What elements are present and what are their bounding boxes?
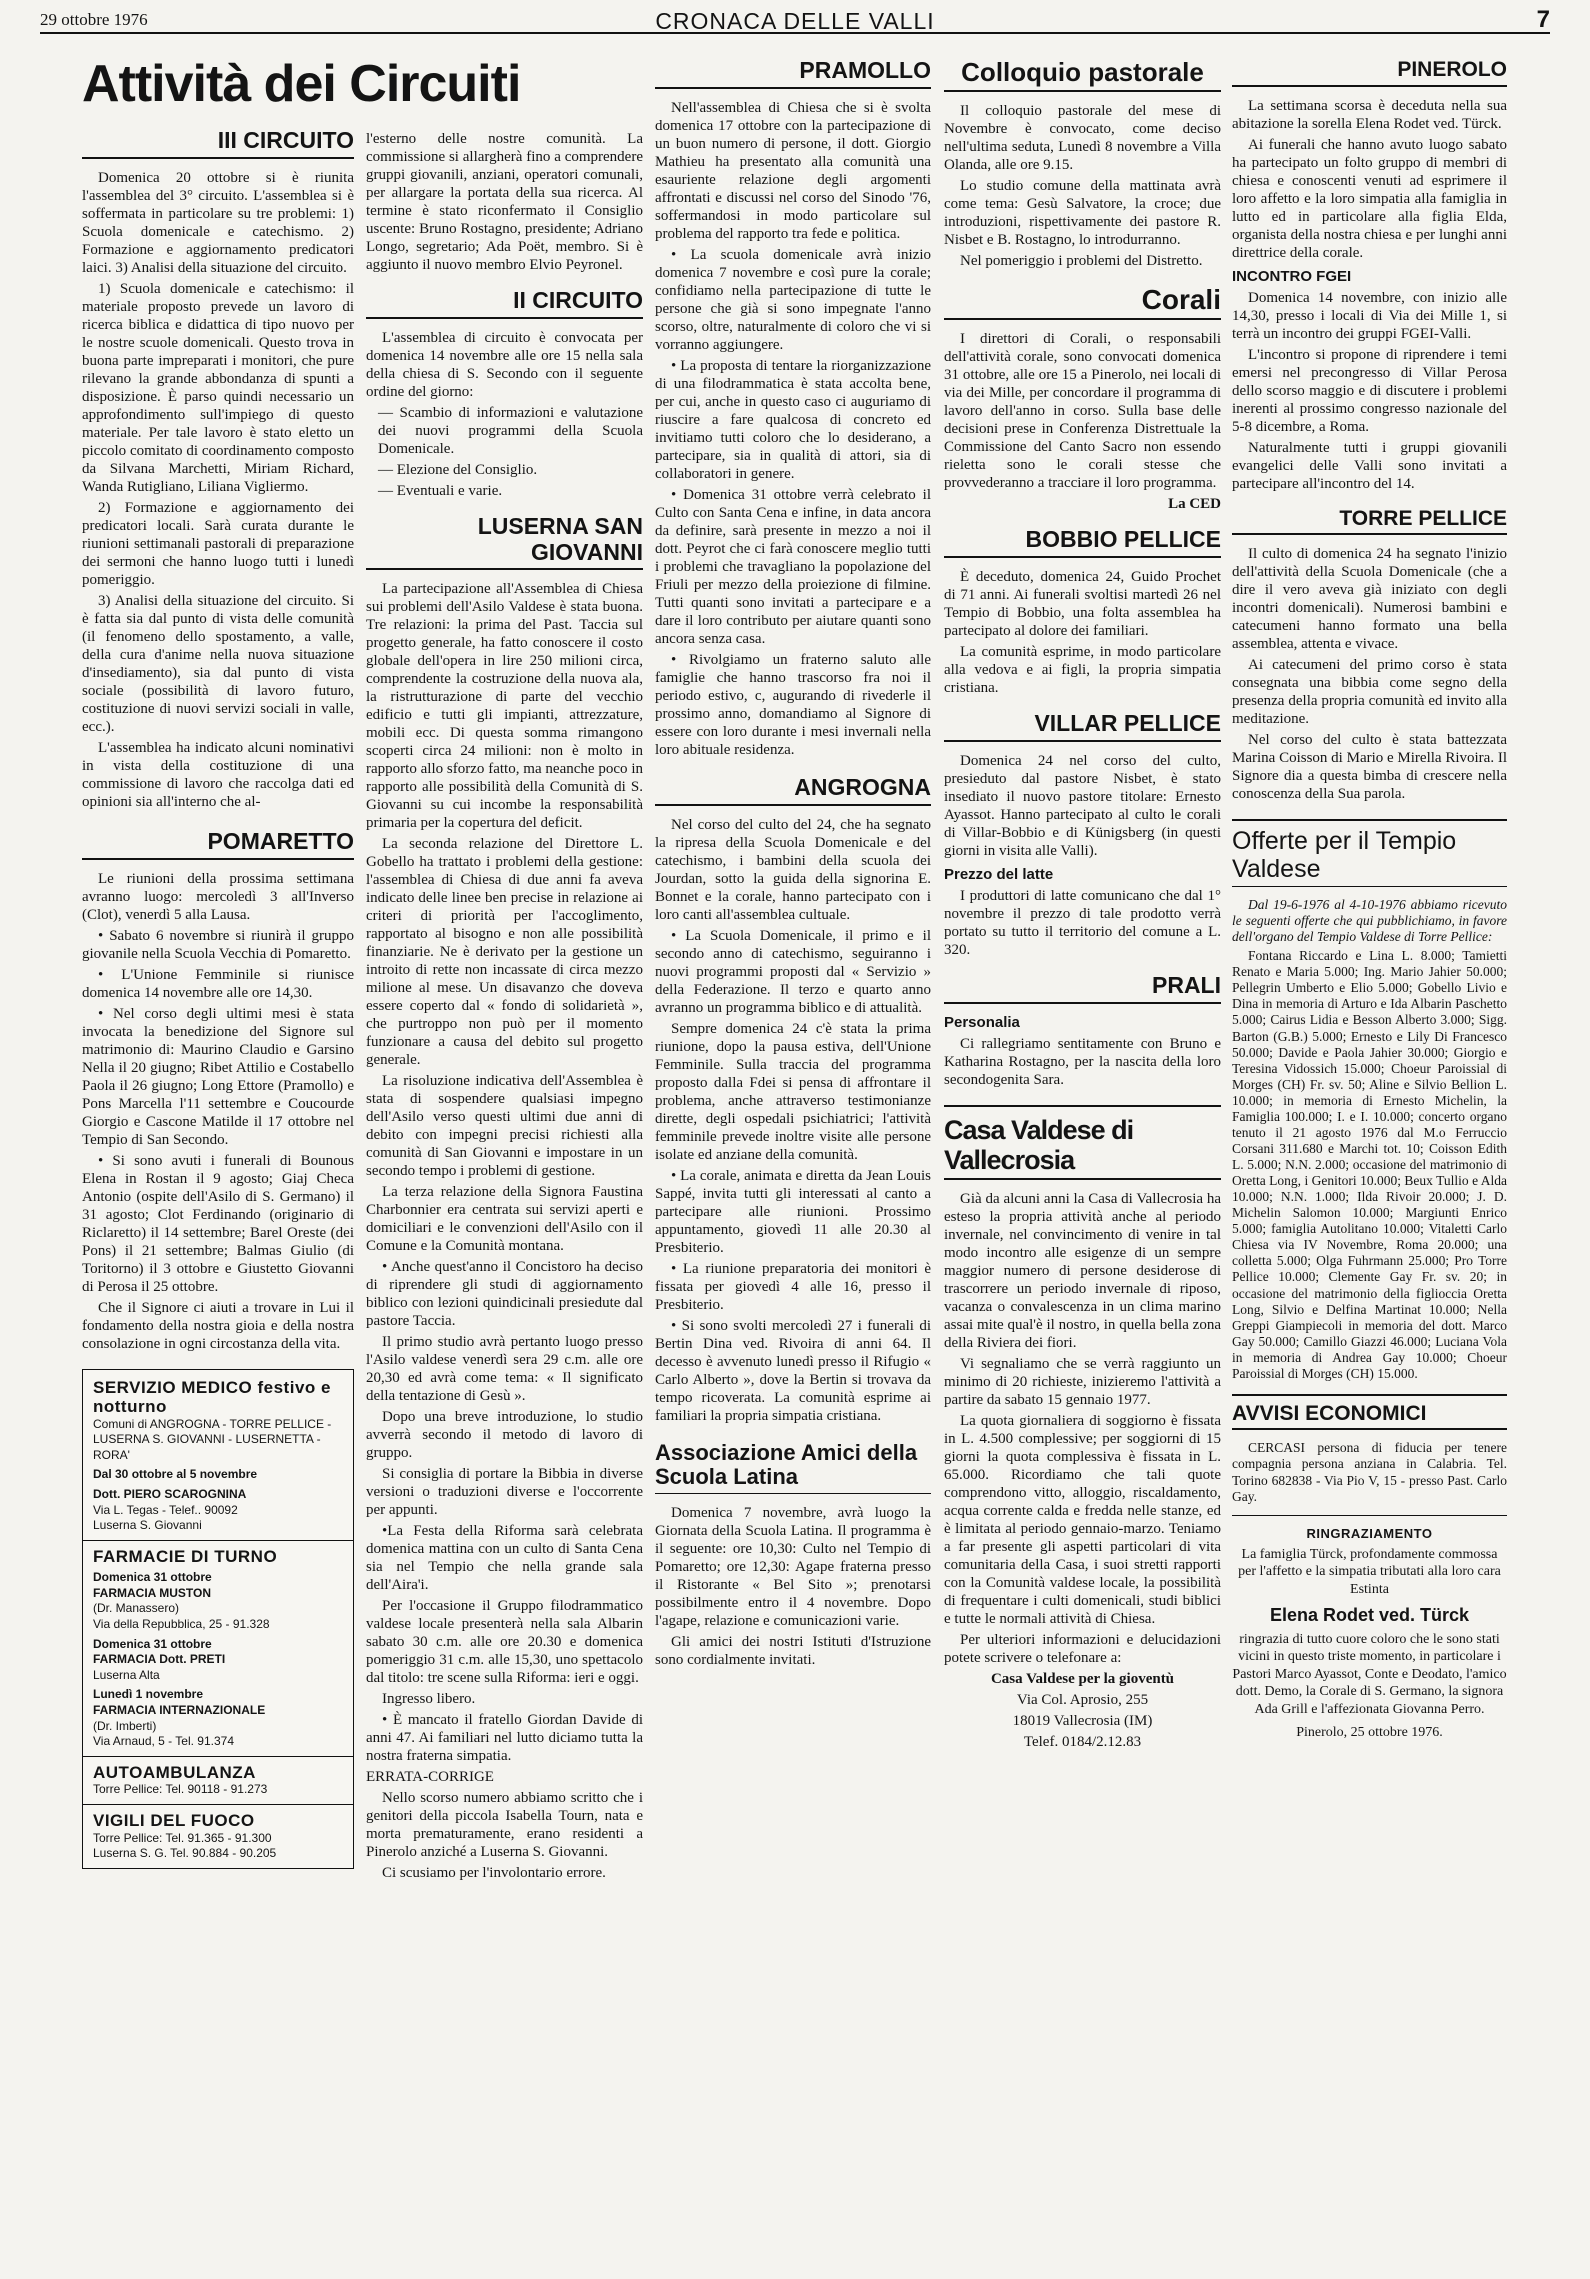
article-paragraph: • La scuola domenicale avrà inizio domenica 7 novembre e così pure la corale; confidiamo nella partecipazione di tutte le persone che già si sono impegnate l'anno scorso, oltre, naturalmente di coloro che vi si vorranno aggiungere. <box>655 246 931 353</box>
section-title-colloquio: Colloquio pastorale <box>944 58 1221 92</box>
section-title-circuito-3: III CIRCUITO <box>82 128 354 159</box>
autoambulanza-phone: Torre Pellice: Tel. 90118 - 91.273 <box>93 1782 268 1797</box>
vigili-title: VIGILI DEL FUOCO <box>93 1810 255 1830</box>
farmacia-line: (Dr. Imberti) <box>93 1718 157 1733</box>
article-paragraph: 3) Analisi della situazione del circuito. Si è fatta sia dal punto di vista delle comunità (il fenomeno dello spostamento, a valle, della cura d'anime nella nuova situazione d'insediamento), sia dal punto di vista sociale (possibilità di lavoro futuro, costituzione di nuovi servizi sociali in valle, ecc.). <box>82 592 354 735</box>
contact-line: Telef. 0184/2.12.83 <box>1023 1734 1142 1751</box>
article-paragraph: • Rivolgiamo un fraterno saluto alle famiglie che hanno trascorso fra noi il periodo estivo, c, augurando di rivederle il prossimo anno, domandiamo al Signore di essere con loro durante i mesi invernali nella loro abituale residenza. <box>655 651 931 758</box>
section-title-circuito-2: II CIRCUITO <box>366 288 643 319</box>
article-paragraph: Nel corso del culto del 24, che ha segnato la ripresa della Scuola Domenicale e del catechismo, i bambini della scuola dei Jourdan, sotto la guida della signorina E. Bonnet e la corale, hanno partecipato con i loro canti all'assemblea cultuale. <box>655 816 931 923</box>
article-paragraph: Per l'occasione il Gruppo filodrammatico valdese locale presenterà nella sala Albarin sabato 30 c.m. alle ore 20.30 e domenica pomeriggio 31 c.m. alle 15,30, uno spettacolo dal titolo: tre scene sulla Riforma: ieri e oggi. <box>366 1598 643 1687</box>
contact-line: Casa Valdese per la gioventù <box>990 1671 1175 1688</box>
column-5 <box>1232 58 1507 2248</box>
article-paragraph: La risoluzione indicativa dell'Assemblea è stata di sospendere qualsiasi impegno dell'Asilo verso questi ultimi due anni di debito con impegni precisi richiesti alla comunità di San Giovanni e impostare in un secondo tempo i problemi di gestione. <box>366 1073 643 1180</box>
column-4 <box>944 58 1221 2248</box>
article-paragraph: I produttori di latte comunicano che dal 1° novembre il prezzo di tale prodotto verrà portato su tutto il territorio del comune a L. 320. <box>944 887 1221 958</box>
farmacia-line: (Dr. Manassero) <box>93 1601 180 1616</box>
column-3 <box>655 58 931 2248</box>
ringraziamento-name: Elena Rodet ved. Türck <box>1269 1605 1470 1626</box>
article-paragraph: La quota giornaliera di soggiorno è fissata in L. 4.500 complessive; per soggiorni di 15 giorni la quota complessiva è fissata in L. 65.000. Ricordiamo che tali quote comprendono vitto, alloggio, riscaldamento, acqua corrente calda e fredda nelle stanze, ed è limitata al periodo gennaio-marzo. Teniamo a far presente gli aspetti particolari di vita comunitaria della Casa, i suoi stretti rapporti con la Comunità valdese locale, la possibilità di frequentare i culti domenicali, studi biblici e tutte le normali attività di Chiesa. <box>944 1413 1221 1628</box>
article-paragraph: • La riunione preparatoria dei monitori è fissata per giovedì 4 alle 16, presso il Presbiterio. <box>655 1260 931 1313</box>
section-title-amici-scuola-latina: Associazione Amici della Scuola Latina <box>655 1441 931 1494</box>
offerte-list: Fontana Riccardo e Lina L. 8.000; Tamietti Renato e Maria 5.000; Ing. Mario Jahier 50.000; Pellegrin Umberto e Elio 5.000; Gobello Livio e Dina in memoria di Arturo e Ida Albarin Paschetto 5.000; Cairus Lidia e Besson Alberto 3.000; Sigg. Barton (G.B.) 5.000; Ernesto e Lily Di Francesco 50.000; Davide e Paola Jahier 30.000; Giorgio e Teresina Vidossich 15.000; Choeur Paroissial di Morges (CH) Fr. sv. 50; Aline e Silvio Bellion L. 10.000; in memoria di Ernesto Michelin, la Famiglia 100.000; I. e I. 10.000; concerto organo tenuto il 21 agosto 1976 dal M.o Ferruccio Corsani 311.680 e Marchi tot. 10; Coisson Edith L. 5.000; N.N. 2.000; occasione del matrimonio di Oretta Long, i Genitori 10.000; Beux Tullio e Alda 10.000; N.N. 1.000; Ilda Rivoir 20.000; J. D. Michelin Salomon 10.000; Margiunti Enrico 5.000; famiglia Autolitano 10.000; Vitaletti Carlo Chiesa via IV Novembre, Roma 20.000; una colletta 5.000; Olga Fuhrmann 25.000; Pro Torre Pellice 10.000; Clemente Gay Fr. sv. 20; in occasione del matrimonio della figlioccia Oretta Long, Silvio e Delfina Martinat 10.000; Nella Greppi Giampiecoli in memoria del dott. Marco Gay 50.000; Camillo Giazzi 46.000; Luciana Vola in memoria di Andrea Gay 10.000; Choeur Paroissial di Morges (CH) 15.000. <box>1232 948 1507 1381</box>
article-paragraph: Si consiglia di portare la Bibbia in diverse versioni o traduzioni diverse e l'occorrente per appunti. <box>366 1466 643 1519</box>
article-paragraph: L'assemblea ha indicato alcuni nominativi in vista della costituzione di una commissione di lavoro che raccolga dati ed opinioni sia all'interno che al- <box>82 739 354 810</box>
ringraziamento-notice <box>1232 1526 1507 1742</box>
section-title-pinerolo: PINEROLO <box>1232 58 1507 87</box>
article-paragraph: Gli amici dei nostri Istituti d'Istruzione sono cordialmente invitati. <box>655 1633 931 1668</box>
issue-date: 29 ottobre 1976 <box>40 10 148 29</box>
article-paragraph: • La corale, animata e diretta da Jean Louis Sappé, invita tutti gli interessati al canto a partecipare alle riunioni. Prossimo appuntamento, giovedì 11 alle 20.30 al Presbiterio. <box>655 1167 931 1256</box>
agenda-item: — Elezione del Consiglio. <box>378 461 538 478</box>
article-paragraph: 2) Formazione e aggiornamento dei predicatori locali. Sarà curata durante le riunioni settimanali pastorali di preparazione dei sermoni che hanno luogo tutti i lunedì pomeriggio. <box>82 499 354 588</box>
divider <box>83 1804 353 1805</box>
article-paragraph: Ci scusiamo per l'involontario errore. <box>382 1865 606 1882</box>
article-paragraph: L'incontro si propone di riprendere i temi emersi nel precongresso di Villar Perosa dello scorso maggio e di discutere i problemi inerenti al prossimo congresso nazionale del 5-8 dicembre, a Roma. <box>1232 346 1507 435</box>
ringraziamento-heading: RINGRAZIAMENTO <box>1306 1525 1433 1541</box>
article-paragraph: • Si sono svolti mercoledì 27 i funerali di Bertin Dina ved. Rivoira di anni 64. Il decesso è avvenuto lunedì presso il Rifugio « Carlo Alberto », dove la Bertin si trovava da tempo ricoverata. La comunità esprime ai familiari la propria simpatia cristiana. <box>655 1317 931 1424</box>
subheading-incontro-fgei: INCONTRO FGEI <box>1232 267 1352 285</box>
article-paragraph: La terza relazione della Signora Faustina Charbonnier era centrata sui servizi aperti e domiciliari e le convenzioni dell'Asilo con il Comune e la Comunità montana. <box>366 1184 643 1255</box>
farmacia-when: Domenica 31 ottobre <box>93 1570 212 1585</box>
article-paragraph: Lo studio comune della mattinata avrà come tema: Gesù Salvatore, la croce; due introduzioni, rispettivamente dei pastore R. Nisbet e B. Rostagno, lo introdurranno. <box>944 178 1221 249</box>
article-paragraph: • L'Unione Femminile si riunisce domenica 14 novembre alle ore 14,30. <box>82 966 354 1001</box>
article-paragraph: È deceduto, domenica 24, Guido Prochet di 71 anni. Ai funerali svoltisi martedì 26 nel Tempio di Bobbio, una folta assemblea ha partecipato al dolore dei familiari. <box>944 569 1221 640</box>
column-2 <box>366 58 643 2248</box>
article-paragraph: Per ulteriori informazioni e delucidazioni potete scrivere o telefonare a: <box>944 1632 1221 1667</box>
article-paragraph: 1) Scuola domenicale e catechismo: il materiale proposto prevede un lavoro di ricerca biblica e didattica di tipo nuovo per le nostre scuole domenicali. Questo trova in buona parte impreparati i monitori, che pure rilevano la grande abbondanza di spunti a disposizione. È parso quindi necessario un approfondimento sull'impiego di questo materiale. Per tale lavoro è stato eletto un piccolo comitato di coordinamento composto da Silvana Marchetti, Miriam Richard, Wanda Rutigliano, Liliana Vigliermo. <box>82 280 354 495</box>
servizio-medico-city: Luserna S. Giovanni <box>93 1518 202 1533</box>
autoambulanza-title: AUTOAMBULANZA <box>93 1762 256 1782</box>
farmacia-name: FARMACIA INTERNAZIONALE <box>93 1703 266 1718</box>
ringraziamento-intro: La famiglia Türck, profondamente commossa per l'affetto e la simpatia tributati alla loro cara Estinta <box>1238 1546 1501 1597</box>
article-paragraph: l'esterno delle nostre comunità. La commissione si allargherà fino a comprendere gruppi giovanili, anziani, operatori comunali, per allargare la portata della sua ricerca. Al termine è stato riconfermato il Consiglio uscente: Bruno Rostagno, presidente; Adriano Longo, segretario; Ada Poët, membro. Si è aggiunto il nuovo membro Elvio Peyronel. <box>366 131 643 273</box>
article-paragraph: • È mancato il fratello Giordan Davide di anni 47. Ai familiari nel lutto diciamo tutta la nostra fraterna simpatia. <box>366 1712 643 1765</box>
agenda-list <box>366 404 643 500</box>
article-paragraph: Il culto di domenica 24 ha segnato l'inizio dell'attività della Scuola Domenicale (che a dire il vero aveva già iniziato con degli incontri domenicali). Numerosi bambini e catecumeni hanno formato una bella assemblea, attenta e vivace. <box>1232 546 1507 653</box>
subheading-prezzo-latte: Prezzo del latte <box>944 865 1054 883</box>
article-paragraph: Le riunioni della prossima settimana avranno luogo: mercoledì 3 all'Inverso (Clot), venerdì 5 alla Lausa. <box>82 870 354 923</box>
farmacia-when: Lunedì 1 novembre <box>93 1687 204 1702</box>
section-title-pramollo: PRAMOLLO <box>655 58 931 89</box>
farmacia-line: Via Arnaud, 5 - Tel. 91.374 <box>93 1734 234 1749</box>
agenda-item: — Scambio di informazioni e valutazione dei nuovi programmi della Scuola Domenicale. <box>378 404 643 457</box>
section-title-angrogna: ANGROGNA <box>655 775 931 806</box>
article-paragraph: Nello scorso numero abbiamo scritto che i genitori della piccola Isabella Tourn, nata e morta prematuramente, erano residenti a Pinerolo anziché a Luserna S. Giovanni. <box>366 1790 643 1861</box>
page-headline: Attività dei Circuiti <box>82 55 521 113</box>
avviso-economico: CERCASI persona di fiducia per tenere compagnia persona anziana in Calabria. Tel. Torino 682838 - Via Pio V, 15 - presso Past. Carlo Gay. <box>1232 1440 1507 1504</box>
article-paragraph: Dopo una breve introduzione, lo studio avverrà secondo il metodo di lavoro di gruppo. <box>366 1409 643 1462</box>
masthead <box>40 8 1550 34</box>
section-title-corali: Corali <box>944 284 1221 320</box>
offerte-intro: Dal 19-6-1976 al 4-10-1976 abbiamo ricevuto le seguenti offerte che qui pubblichiamo, in favore dell'organo del Tempio Valdese di Torre Pellice: <box>1232 897 1507 945</box>
article-paragraph: Nel corso del culto è stata battezzata Marina Coisson di Mario e Mirella Rivoira. Il Signore dia a questa bimba di crescere nella conoscenza della Sua parola. <box>1232 732 1507 803</box>
agenda-item: — Eventuali e varie. <box>378 482 503 499</box>
article-paragraph: La partecipazione all'Assemblea di Chiesa sui problemi dell'Asilo Valdese è stata buona. Tre relazioni: la prima del Past. Taccia sul progetto generale, ha fatto conoscere il costo globale dell'opera in lire 250 milioni circa, comprendente la costruzione della nuova ala, la ristrutturazione di parte del vecchio edificio e tutti gli impianti, attrezzature, mobili ecc. Di questa somma rimangono scoperti circa 24 milioni: non è molto in rapporto allo sforzo fatto, ma neanche poco in rapporto alle possibilità della Comunità di S. Giovanni su cui incombe la responsabilità primaria per la copertura del deficit. <box>366 581 643 832</box>
section-title-luserna: LUSERNA SAN GIOVANNI <box>366 514 643 571</box>
farmacie-title: FARMACIE DI TURNO <box>93 1546 278 1566</box>
divider <box>83 1540 353 1541</box>
article-paragraph: Il colloquio pastorale del mese di Novembre è convocato, come deciso nell'ultima seduta, Lunedì 8 novembre a Villa Olanda, alle ore 9.15. <box>944 103 1221 174</box>
article-paragraph: Ai funerali che hanno avuto luogo sabato ha partecipato un folto gruppo di membri di chiesa e conoscenti venuti ad esprimere il loro affetto e la loro simpatia alla famiglia in lutto ed in particolare alla figlia Elda, organista della nostra chiesa e per lunghi anni direttrice della corale. <box>1232 136 1507 261</box>
section-title-bobbio: BOBBIO PELLICE <box>944 527 1221 558</box>
article-paragraph: Naturalmente tutti i gruppi giovanili evangelici delle Valli sono invitati a partecipare all'incontro del 14. <box>1232 439 1507 492</box>
article-paragraph: • Domenica 31 ottobre verrà celebrato il Culto con Santa Cena e infine, in data ancora da definire, sarà presente in mezzo a noi il dott. Peyrot che ci farà conoscere meglio tutti i problemi che travagliano la popolazione del Friuli per mezzo della proiezione di filmine. Tutti quanti sono invitati a partecipare e a dare il loro contributo per aiutare quanti sono ancora senza casa. <box>655 486 931 647</box>
newspaper-section-title: CRONACA DELLE VALLI <box>655 8 935 34</box>
article-paragraph: Ingresso libero. <box>382 1691 476 1708</box>
article-paragraph: Nell'assemblea di Chiesa che si è svolta domenica 17 ottobre con la partecipazione di un buon numero di persone, il dott. Giorgio Mathieu ha presentato alla comunità una esauriente relazione degli argomenti affrontati e discussi nel corso del Sinodo '76, soffermandosi in modo particolare sul problema del rapporto tra fede e politica. <box>655 99 931 242</box>
article-paragraph: Ai catecumeni del primo corso è stata consegnata una bibbia come segno della presenza della propria comunità ed invito alla meditazione. <box>1232 657 1507 728</box>
article-paragraph: L'assemblea di circuito è convocata per domenica 14 novembre alle ore 15 nella sala della chiesa di S. Secondo con il seguente ordine del giorno: <box>366 329 643 400</box>
farmacia-line: Luserna Alta <box>93 1667 160 1682</box>
article-paragraph: Nel pomeriggio i problemi del Distretto. <box>960 253 1203 270</box>
contact-line: Via Col. Aprosio, 255 <box>1016 1692 1149 1709</box>
article-paragraph: Domenica 14 novembre, con inizio alle 14,30, presso i locali di Via dei Mille 1, si terrà un incontro dei gruppi FGEI-Valli. <box>1232 289 1507 342</box>
section-title-avvisi: AVVISI ECONOMICI <box>1232 1394 1507 1431</box>
servizio-medico-doctor: Dott. PIERO SCAROGNINA <box>93 1486 247 1501</box>
farmacia-when: Domenica 31 ottobre <box>93 1636 212 1651</box>
article-paragraph: Che il Signore ci aiuti a trovare in Lui il fondamento della nostra gioia e della nostra consolazione in ogni circostanza della vita. <box>82 1299 354 1352</box>
article-paragraph: Domenica 24 nel corso del culto, presieduto dal pastore Nisbet, è stato insediato il nuovo pastore titolare: Ernesto Ayassot. Hanno partecipato al culto le corali di Villar-Bobbio e di Künigsberg (in questi giorni in visita alle Valli). <box>944 752 1221 859</box>
article-paragraph: La settimana scorsa è deceduta nella sua abitazione la sorella Elena Rodet ved. Türck. <box>1232 97 1507 132</box>
article-paragraph: La comunità esprime, in modo particolare alla vedova e ai figli, la propria simpatia cristiana. <box>944 644 1221 697</box>
signature: La CED <box>1168 496 1221 513</box>
subheading-personalia: Personalia <box>944 1013 1020 1031</box>
farmacia-line: Via della Repubblica, 25 - 91.328 <box>93 1617 270 1632</box>
service-listings-box <box>82 1369 354 1869</box>
ringraziamento-date: Pinerolo, 25 ottobre 1976. <box>1296 1725 1443 1741</box>
servizio-medico-title: SERVIZIO MEDICO festivo e notturno <box>93 1377 331 1417</box>
page-number: 7 <box>1536 6 1550 33</box>
vigili-phone: Luserna S. G. Tel. 90.884 - 90.205 <box>93 1846 277 1861</box>
farmacia-name: FARMACIA MUSTON <box>93 1585 211 1600</box>
article-paragraph: La seconda relazione del Direttore L. Gobello ha trattato i problemi della gestione: l'assemblea di Chiesa di due anni fa aveva indicato delle linee ben precise in relazione ai criteri di priorità per l'accoglimento, rapportato al bisogno e non alle possibilità finanziarie. Ne è derivato per la gestione un introito di rette non incassate di circa mezzo milione al mese. Un disavanzo che doveva essere coperto dal « fondo di solidarietà », che purtroppo non può per il momento funzionare a causa del debito sul progetto generale. <box>366 836 643 1069</box>
article-paragraph: Vi segnaliamo che se verrà raggiunto un minimo di 20 richieste, inizieremo l'attività a partire da sabato 15 gennaio 1977. <box>944 1356 1221 1409</box>
article-paragraph: • La Scuola Domenicale, il primo e il secondo anno di catechismo, seguiranno i nuovi programmi proposti dal « Servizio » della Federazione. Il terzo e quarto anno avranno un programma biblico e di attualità. <box>655 927 931 1016</box>
article-paragraph: Il primo studio avrà pertanto luogo presso l'Asilo valdese venerdì sera 29 c.m. alle ore 20,30 ed avrà come tema: « Il significato della tentazione di Gesù ». <box>366 1334 643 1405</box>
article-paragraph: • Nel corso degli ultimi mesi è stata invocata la benedizione del Signore sul matrimonio di: Maurino Claudio e Garsino Nella il 20 giugno; Ribet Attilio e Costabello Paola il 26 giugno; Long Ettore (Pramollo) e Pons Marcella l'11 settembre e Coucourde Giorgio e Cascone Matilde il 17 ottobre nel Tempio di San Secondo. <box>82 1005 354 1148</box>
section-title-pomaretto: POMARETTO <box>82 829 354 860</box>
article-paragraph: • Anche quest'anno il Concistoro ha deciso di riprendere gli studi di aggiornamento biblico con lezioni quindicinali presiedute dal pastore Taccia. <box>366 1259 643 1330</box>
article-paragraph: Domenica 7 novembre, avrà luogo la Giornata della Scuola Latina. Il programma è il seguente: ore 10,30: Culto nel Tempio di Pomaretto; ore 12,30: Agape fraterna presso il Ristorante « Bel Sito »; prenotarsi possibilmente entro il 4 novembre. Dopo l'agape, relazione e comunicazioni varie. <box>655 1504 931 1629</box>
ringraziamento-text: ringrazia di tutto cuore coloro che le sono stati vicini in questo triste momento, in particolare i Pastori Marco Ayassot, Conte e Deodato, l'amico dott. Demo, la Corale di S. Germano, la signora Ada Grill e l'affezionata Giovanna Perro. <box>1232 1631 1507 1717</box>
contact-line: 18019 Vallecrosia (IM) <box>1012 1713 1153 1730</box>
servizio-medico-places: Comuni di ANGROGNA - TORRE PELLICE - LUSERNA S. GIOVANNI - LUSERNETTA - RORA' <box>93 1416 332 1462</box>
errata-heading: ERRATA-CORRIGE <box>366 1769 494 1786</box>
article-paragraph: Domenica 20 ottobre si è riunita l'assemblea del 3° circuito. L'assemblea si è soffermata in particolare su tre problemi: 1) Scuola domenicale e catechismo. 2) Formazione e aggiornamento predicatori laici. 3) Analisi della situazione del circuito. <box>82 169 354 276</box>
servizio-medico-address: Via L. Tegas - Telef.. 90092 <box>93 1502 238 1517</box>
article-paragraph: • Sabato 6 novembre si riunirà il gruppo giovanile nella Scuola Vecchia di Pomaretto. <box>82 927 354 962</box>
servizio-medico-period: Dal 30 ottobre al 5 novembre <box>93 1467 258 1482</box>
section-title-villar: VILLAR PELLICE <box>944 711 1221 742</box>
article-paragraph: • La proposta di tentare la riorganizzazione di una filodrammatica è stata accolta bene, per cui, anche in questo caso ci auguriamo di riuscire a fare qualcosa di concreto ed invitiamo tutti coloro che lo desiderano, a partecipare, sia in qualità di attori, sia di collaboratori in genere. <box>655 357 931 482</box>
article-paragraph: • Si sono avuti i funerali di Bounous Elena in Rostan il 9 agosto; Giaj Checa Antonio (ospite dell'Asilo di S. Germano) il 31 agosto; Clot Ferdinando (originario di Riclaretto) il 14 settembre; Barel Oreste (dei Pons) il 21 settembre; Balmas Giulio (di Toritorno) il 3 ottobre e Giustetto Giovanni di Perosa il 25 ottobre. <box>82 1152 354 1295</box>
farmacia-name: FARMACIA Dott. PRETI <box>93 1652 226 1667</box>
section-title-prali: PRALI <box>944 973 1221 1004</box>
article-paragraph: Sempre domenica 24 c'è stata la prima riunione, dopo la pausa estiva, dell'Unione Femminile. Sulla traccia del programma proposto dalla Fdei si pensa di affrontare il problema, anche attraverso testimonianze dirette, degli ospedali psichiatrici; l'attività femminile prevede inoltre visite alle persone isolate ed anziane della comunità. <box>655 1020 931 1163</box>
divider <box>83 1756 353 1757</box>
divider <box>1232 1515 1507 1516</box>
section-title-casa-valdese: Casa Valdese di Vallecrosia <box>944 1105 1221 1180</box>
vigili-phone: Torre Pellice: Tel. 91.365 - 91.300 <box>93 1830 272 1845</box>
article-paragraph: Ci rallegriamo sentitamente con Bruno e Katharina Rostagno, per la nascita della loro secondogenita Sara. <box>944 1035 1221 1088</box>
section-title-offerte: Offerte per il Tempio Valdese <box>1232 819 1507 887</box>
section-title-torre-pellice: TORRE PELLICE <box>1232 507 1507 536</box>
article-paragraph: I direttori di Corali, o responsabili dell'attività corale, sono convocati domenica 31 ottobre, alle ore 15 a Pinerolo, nei locali di via dei Mille, per concordare il programma di lavoro dell'anno in corso. Sulla base delle decisioni prese in Conferenza Distrettuale la Commissione del Canto Sacro non essendo rieletta sono le corali stesse che provvederanno a tracciare il loro programma. <box>944 331 1221 492</box>
article-paragraph: Già da alcuni anni la Casa di Vallecrosia ha esteso la propria attività anche al periodo invernale, nel convincimento di venire in tal modo incontro alle esigenze di un sempre maggior numero di persone desiderose di trascorrere un periodo invernale di riposo, vacanza o convalescenza in un clima marino assai mite qual'è il nostro, in quella bella zona della Riviera dei fiori. <box>944 1191 1221 1352</box>
article-paragraph: •La Festa della Riforma sarà celebrata domenica mattina con un culto di Santa Cena sia nel Tempio che nella grande sala dell'Aira'i. <box>366 1523 643 1594</box>
